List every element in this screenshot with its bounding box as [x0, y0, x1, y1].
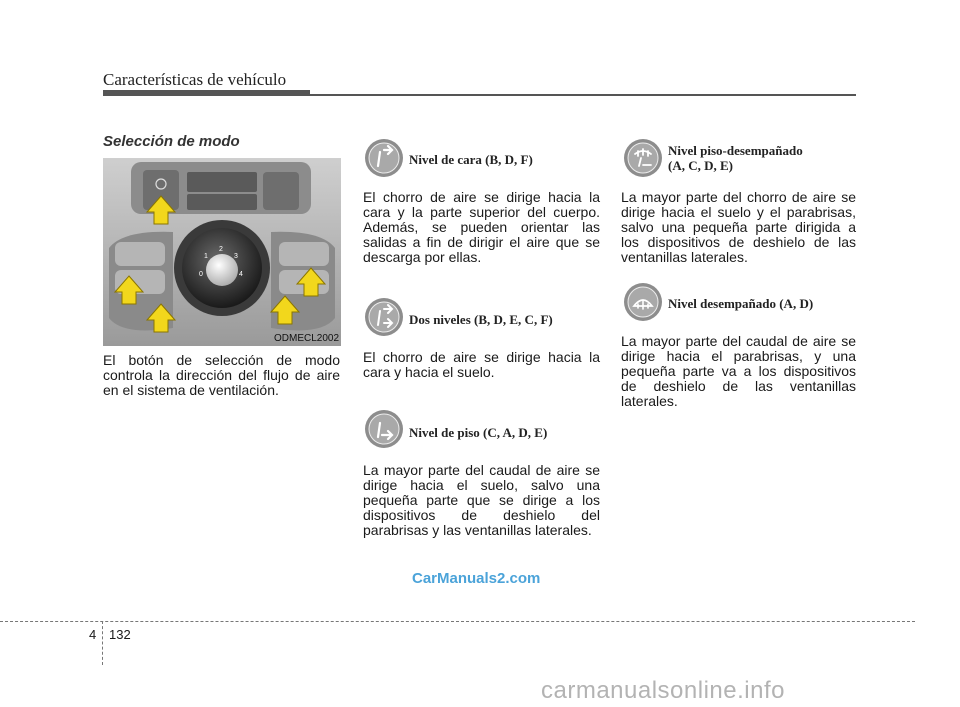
- floor-level-icon: [364, 409, 404, 449]
- watermark: CarManuals2.com: [412, 570, 541, 587]
- mode-text-floor: La mayor parte del caudal de aire se dirige hacia el suelo, salvo una pequeña parte que se dirige a los dispositivos de deshielo del parabrisas y las ventanillas laterales.: [363, 462, 600, 538]
- mode-text-bi-level: El chorro de aire se dirige hacia la cara y hacia el suelo.: [363, 349, 600, 380]
- dial-number: 1: [204, 253, 208, 260]
- defrost-level-icon: [623, 282, 663, 322]
- mode-title-line: Nivel piso-desempañado: [668, 143, 803, 158]
- intro-text: El botón de selección de modo controla la dirección del flujo de aire en el sistema de ventilación.: [103, 352, 340, 398]
- image-caption: ODMECL2002: [274, 333, 340, 344]
- dial-number: 0: [199, 271, 203, 278]
- dial-number: 2: [219, 246, 223, 253]
- mode-title-bi-level: Dos niveles (B, D, E, C, F): [409, 312, 553, 327]
- bi-level-icon: [364, 297, 404, 337]
- header-title: Características de vehículo: [103, 70, 287, 89]
- footer-vertical-divider: [102, 621, 103, 665]
- face-level-icon: [364, 138, 404, 178]
- footer-page-number: 132: [109, 627, 131, 642]
- climate-panel-photo: [103, 158, 341, 346]
- section-heading: Selección de modo: [103, 133, 240, 150]
- header-rule: [310, 94, 856, 96]
- footer-divider: [0, 621, 915, 622]
- mode-title-face: Nivel de cara (B, D, F): [409, 152, 533, 167]
- mode-title-line: (A, C, D, E): [668, 158, 733, 173]
- mode-title-floor-defrost: [668, 143, 803, 173]
- dial-number: 4: [239, 271, 243, 278]
- dial-number: 3: [234, 253, 238, 260]
- mode-title-defrost: Nivel desempañado (A, D): [668, 296, 814, 311]
- mode-text-face: El chorro de aire se dirige hacia la cara y la parte superior del cuerpo. Además, se pueden orientar las salidas a fin de dirigir el aire que se descarga por ellas.: [363, 189, 600, 265]
- site-mark: carmanualsonline.info: [541, 677, 785, 704]
- floor-defrost-icon: [623, 138, 663, 178]
- mode-text-floor-defrost: La mayor parte del chorro de aire se dirige hacia el suelo y el parabrisas, salvo una pequeña parte dirigida a los dispositivos de deshielo de las ventanillas laterales.: [621, 189, 856, 265]
- mode-text-defrost: La mayor parte del caudal de aire se dirige hacia el parabrisas, y una pequeña parte va a los dispositivos de deshielo de las ventanillas laterales.: [621, 333, 856, 409]
- footer-chapter: 4: [89, 627, 97, 642]
- mode-title-floor: Nivel de piso (C, A, D, E): [409, 425, 548, 440]
- header-bar: [103, 90, 310, 96]
